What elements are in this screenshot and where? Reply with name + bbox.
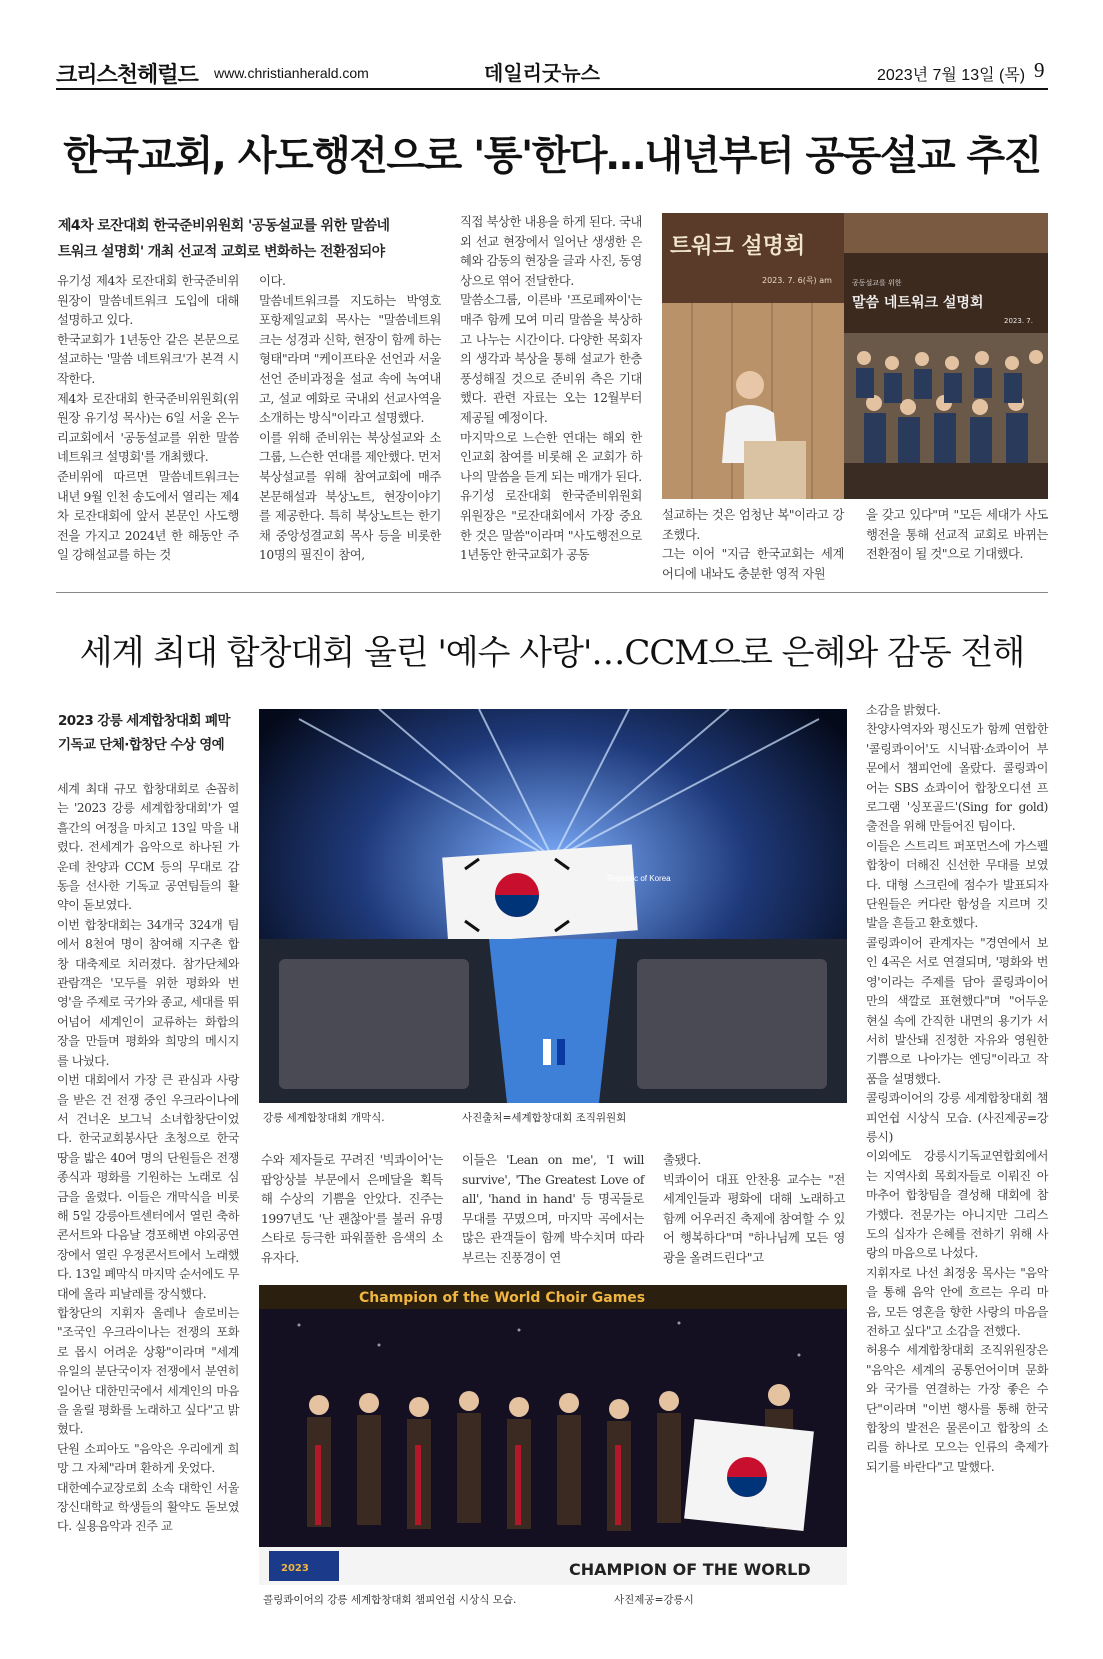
photo-banner-date: 2023. 7. [1004, 317, 1033, 325]
logo-year: 2023 [281, 1563, 309, 1574]
paragraph: 소감을 밝혔다. [866, 703, 941, 717]
paragraph: 이를 위해 준비위는 북상설교와 소그룹, 느슨한 연대를 제안했다. 먼저 북상설교를 위해 참여교회에 매주 본문해설과 북상노트, 현장이야기를 제공한다. 특히 북상노트는 한기채 중앙성결교회 목사 등을 비롯한 10명의 필진이 참여, [259, 430, 441, 563]
stadium-photo-illustration [259, 709, 847, 1103]
paragraph: 출됐다. [663, 1153, 701, 1167]
masthead-url[interactable]: www.christianherald.com [214, 65, 369, 81]
header-rule [56, 88, 1048, 90]
paragraph: 찬양사역자와 평신도가 함께 연합한 '콜링콰이어'도 시닉팝·쇼콰이어 부문에서 챔피언에 올랐다. 콜링콰이어는 SBS 쇼콰이어 합창오디션 프로그램 '싱포골드'(Sing for gold) 출전을 위해 만들어진 팀이다. [866, 722, 1048, 834]
paragraph: 그는 이어 "지금 한국교회는 세계 어디에 내놔도 충분한 영적 자원 [662, 547, 844, 581]
photo-caption: 콜링콰이어의 강릉 세계합창대회 챔피언쉽 시상식 모습. [263, 1594, 517, 1606]
paragraph: 대한예수교장로회 소속 대학인 서울장신대학교 학생들의 활약도 돋보였다. 실용음악과 진주 교 [57, 1480, 239, 1534]
article2-mid-column-3 [663, 1151, 845, 1269]
paragraph: 수와 제자들로 꾸려진 '빅콰이어'는 팝앙상블 부문에서 은메달을 획득해 수상의 기쁨을 안았다. 진주는 1997년도 '난 괜찮아'를 불러 유명스타로 등극한 파워풀한 음색의 소유자다. [261, 1153, 443, 1265]
article2-photo-champion [259, 1285, 847, 1585]
article1-column-4 [662, 506, 844, 584]
paragraph: 빅콰이어 대표 안찬용 교수는 "전 세계인들과 평화에 대해 노래하고 함께 어우러진 축제에 참여할 수 있어 행복하다"며 "하나님께 모든 영광을 올려드린다"고 [663, 1172, 845, 1265]
paragraph: 이들은 'Lean on me', 'I will survive', 'The Greatest Love of all', 'hand in hand' 등 명곡들로 무대를 꾸몄으며, 마지막 곡에서는 많은 관객들이 함께 박수치며 따라부르는 진풍경이 연 [462, 1153, 644, 1265]
article1-subhead [58, 213, 448, 265]
paragraph: 준비위에 따르면 말씀네트워크는 내년 9월 인천 송도에서 열리는 제4차 로잔대회에 앞서 본문인 사도행전을 가지고 2024년 한 해동안 주일 강해설교를 하는 것 [57, 469, 239, 563]
paragraph: 허용수 세계합창대회 조직위원장은 "음악은 세계의 공통언어이며 문화와 국가를 연결하는 가장 좋은 수단"이라며 "이번 행사를 통해 한국 합창의 발전은 물론이고 합창의 소리를 하나로 모으는 인류의 축제가 되기를 바란다"고 말했다. [866, 1343, 1048, 1474]
article1-column-2 [259, 272, 441, 566]
photo-banner-small: 공동설교를 위한 [852, 279, 902, 287]
paragraph: 말씀네트워크를 지도하는 박영호 포항제일교회 목사는 "말씀네트워크는 성경과 신학, 현장이 함께 하는 형태"라며 "케이프타운 선언과 서울 선언 준비과정을 설교 속에 녹여내고, 설교 예화로 국내외 선교사역을 소개하는 방식"이라고 설명했다. [259, 293, 441, 426]
photo-caption: 강릉 세계합창대회 개막식. [263, 1112, 385, 1124]
article2-headline: 세계 최대 합창대회 울린 '예수 사랑'…CCM으로 은혜와 감동 전해 [79, 633, 1025, 673]
paragraph: 콜링콰이어의 강릉 세계합창대회 챔피언쉽 시상식 모습. (사진제공=강릉시) [866, 1091, 1048, 1144]
photo-banner-text: 트워크 설명회 [670, 234, 806, 259]
champion-photo-illustration [259, 1285, 847, 1585]
photo-banner-date: 2023. 7. 6(목) am [762, 276, 832, 285]
photo-credit: 사진제공=강릉시 [614, 1594, 694, 1606]
paragraph: 단원 소피아도 "음악은 우리에게 희망 그 자체"라며 환하게 웃었다. [57, 1441, 239, 1476]
photo-banner-bottom: CHAMPION OF THE WORLD [569, 1560, 811, 1579]
subhead-line: 트워크 설명회' 개최 선교적 교회로 변화하는 전환점되야 [58, 244, 385, 260]
speaker-photo-illustration [662, 213, 844, 499]
article2-subhead [58, 709, 258, 757]
article2-photo-opening [259, 709, 847, 1103]
paragraph: 지휘자로 나선 최정웅 목사는 "음악을 통해 음악 안에 흐르는 우리 마음, 모든 영혼을 향한 사랑의 마음을 전하고 싶다"고 소감을 전했다. [866, 1265, 1048, 1338]
paragraph: 이다. [259, 274, 286, 288]
article1-photo-speaker [662, 213, 844, 499]
paragraph: 을 갖고 있다"며 "모든 세대가 사도행전을 통해 선교적 교회로 바뀌는 전환점이 될 것"으로 기대했다. [866, 508, 1048, 562]
article1-column-3 [460, 213, 642, 566]
article1-photo-group [844, 213, 1048, 499]
section-title: 데일리굿뉴스 [484, 61, 600, 85]
paragraph: 설교하는 것은 엄청난 복"이라고 강조했다. [662, 508, 844, 542]
article2-mid-column-1 [261, 1151, 443, 1269]
group-photo-illustration [844, 213, 1048, 499]
paragraph: 유기성 로잔대회 한국준비위원회 위원장은 "로잔대회에서 가장 중요한 것은 말씀"이라며 "사도행전으로 1년동안 한국교회가 공동 [460, 489, 642, 563]
issue-date: 2023년 7월 13일 (목) [877, 67, 1026, 84]
article2-right-column [866, 701, 1048, 1477]
paragraph: 이번 합창대회는 34개국 324개 팀에서 8천여 명이 참여해 지구촌 합창 대축제로 치러졌다. 참가단체와 관람객은 '모두를 위한 평화와 번영'을 주제로 국가와 종교, 세대를 뛰어넘어 세계인이 교류하는 화합의 장을 만들며 평화와 희망의 메시지를 나눴다. [57, 917, 239, 1068]
paragraph: 이번 대회에서 가장 큰 관심과 사랑을 받은 건 전쟁 중인 우크라이나에서 건너온 보그닉 소녀합창단이었다. 한국교회봉사단 초청으로 한국 땅을 밟은 40여 명의 단원들은 전쟁 종식과 평화를 기원하는 노래로 심금을 울렸다. 이들은 개막식을 비롯해 5일 강릉아트센터에서 열린 축하콘서트와 다음날 경포해변 야외공연장에서 열린 우정콘서트에서 노래했다. 13일 폐막식 마지막 순서에도 무대에 올라 피날레를 장식했다. [57, 1073, 239, 1301]
paragraph: 합창단의 지휘자 올레나 솔로비는 "조국인 우크라이나는 전쟁의 포화로 몹시 어려운 상황"이라며 "세계 유일의 분단국이자 전쟁에서 분연히 일어난 대한민국에서 세계인의 마음을 울릴 평화를 노래하고 싶다"고 밝혔다. [57, 1305, 239, 1437]
paragraph: 이들은 스트리트 퍼포먼스에 가스펠 합창이 더해진 신선한 무대를 보였다. 대형 스크린에 점수가 발표되자 단원들은 커다란 함성을 지르며 깃발을 흔들고 환호했다. [866, 838, 1048, 931]
photo-credit: 사진출처=세계합창대회 조직위원회 [462, 1112, 627, 1124]
paragraph: 직접 북상한 내용을 하게 된다. 국내외 선교 현장에서 일어난 생생한 은혜와 감동의 현장을 글과 사진, 동영상으로 엮어 전달한다. [460, 215, 642, 288]
paragraph: 이외에도 강릉시기독교연합회에서는 지역사회 목회자들로 이뤄진 아마추어 합창팀을 결성해 대회에 참가했다. 전문가는 아니지만 그리스도의 십자가 은혜를 전하기 위해 사랑의 마음으로 나섰다. [866, 1149, 1048, 1261]
article2-column-1 [57, 780, 239, 1537]
paragraph: 마지막으로 느슨한 연대는 해외 한인교회 참여를 비롯해 온 교회가 하나의 말씀을 듣게 되는 매개가 된다. [460, 430, 642, 484]
paragraph: 말씀소그룹, 이른바 '프로페짜이'는 매주 함께 모여 미리 말씀을 북상하고 나누는 시간이다. 다양한 목회자의 생각과 북상을 통해 설교가 한층 풍성해질 것으로 준비위 측은 기대했다. 관련 자료는 오는 12월부터 제공될 예정이다. [460, 293, 642, 425]
paragraph: 세계 최대 규모 합창대회로 손꼽히는 '2023 강릉 세계합창대회'가 열흘간의 여정을 마치고 13일 막을 내렸다. 전세계가 음악으로 하나된 가운데 찬양과 CCM 등의 무대로 감동을 선사한 기독교 공연팀들의 활약이 돋보였다. [57, 782, 239, 913]
masthead-logo[interactable]: 크리스천헤럴드 [56, 63, 198, 88]
photo-banner-text: Champion of the World Choir Games [359, 1290, 646, 1306]
paragraph: 콜링콰이어 관계자는 "경연에서 보인 4곡은 서로 연결되며, '평화와 번영'이라는 주제를 담아 콜링콰이어 만의 색깔로 표현했다"며 "어두운 현실 속에 간직한 내면의 용기가 서서히 발산돼 진정한 자유와 영원한 기쁨으로 나아가는 엔딩"이라고 작품을 설명했다. [866, 935, 1048, 1086]
stage-flag-label: Republic of Korea [607, 874, 671, 883]
article1-headline: 한국교회, 사도행전으로 '통'한다…내년부터 공동설교 추진 [63, 133, 1041, 179]
paragraph: 유기성 제4차 로잔대회 한국준비위원장이 말씀네트워크 도입에 대해 설명하고 있다. [57, 274, 239, 328]
article1-column-5 [866, 506, 1048, 565]
article-divider [56, 592, 1048, 593]
photo-banner-text: 말씀 네트워크 설명회 [852, 295, 984, 311]
subhead-line: 제4차 로잔대회 한국준비위원회 '공동설교를 위한 말씀네 [58, 218, 390, 234]
article2-mid-column-2 [462, 1151, 644, 1269]
paragraph: 한국교회가 1년동안 같은 본문으로 설교하는 '말씀 네트워크'가 본격 시작한다. [57, 332, 239, 386]
article1-column-1 [57, 272, 239, 566]
subhead-line: 2023 강릉 세계합창대회 폐막 [58, 713, 230, 729]
paragraph: 제4차 로잔대회 한국준비위원회(위원장 유기성 목사)는 6일 서울 온누리교회에서 '공동설교를 위한 말씀네트워크 설명회'를 개최했다. [57, 391, 239, 465]
subhead-line: 기독교 단체·합창단 수상 영예 [58, 737, 225, 753]
page-number: 9 [1034, 58, 1045, 82]
